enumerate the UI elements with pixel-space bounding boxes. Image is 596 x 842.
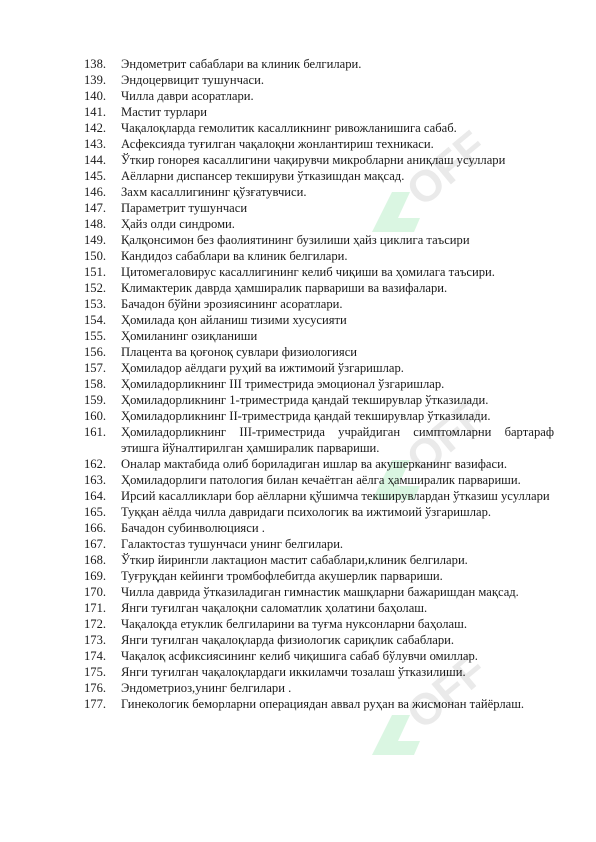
item-text: Эндометрит сабаблари ва клиник белгилари. — [121, 57, 362, 71]
item-number: 145. — [84, 169, 107, 183]
item-number: 140. — [84, 89, 107, 103]
item-number: 163. — [84, 473, 107, 487]
item-text: Галактостаз тушунчаси унинг белгилари. — [121, 537, 344, 551]
list-item — [84, 248, 554, 264]
question-list — [84, 56, 554, 712]
item-text: Бачадон субинволюцияси . — [121, 521, 265, 535]
list-item — [84, 408, 554, 424]
list-item — [84, 616, 554, 632]
item-number: 154. — [84, 313, 107, 327]
item-number: 156. — [84, 345, 107, 359]
list-item — [84, 72, 554, 88]
list-item — [84, 504, 554, 520]
item-number: 177. — [84, 697, 107, 711]
item-text: Эндоцервицит тушунчаси. — [121, 73, 264, 87]
list-item — [84, 328, 554, 344]
list-item — [84, 424, 554, 456]
item-number: 168. — [84, 553, 107, 567]
list-item — [84, 136, 554, 152]
list-item — [84, 488, 554, 504]
item-number: 148. — [84, 217, 107, 231]
item-text: Ҳомиладорликнинг 1-триместрида қандай текширувлар ўтказилади. — [121, 393, 489, 407]
item-text: Ҳомиладорликнинг III триместрида эмоционал ўзгаришлар. — [121, 377, 445, 391]
list-item — [84, 472, 554, 488]
list-item — [84, 520, 554, 536]
item-number: 152. — [84, 281, 107, 295]
item-text: Чақалоқда етуклик белгиларини ва туғма нуксонларни баҳолаш. — [121, 617, 467, 631]
item-number: 164. — [84, 489, 107, 503]
item-number: 158. — [84, 377, 107, 391]
list-item — [84, 392, 554, 408]
item-number: 139. — [84, 73, 107, 87]
item-text: Ўткир йирингли лактацион мастит сабаблари,клиник белгилари. — [121, 553, 468, 567]
item-text: Чақалоқ асфиксиясининг келиб чиқишига сабаб бўлувчи омиллар. — [121, 649, 478, 663]
item-text: Оналар мактабида олиб бориладиган ишлар ва акушерканинг вазифаси. — [121, 457, 507, 471]
item-number: 173. — [84, 633, 107, 647]
list-item — [84, 344, 554, 360]
item-text: Кандидоз сабаблари ва клиник белгилари. — [121, 249, 348, 263]
item-number: 149. — [84, 233, 107, 247]
list-item — [84, 264, 554, 280]
list-item — [84, 312, 554, 328]
list-item — [84, 376, 554, 392]
item-number: 172. — [84, 617, 107, 631]
item-text: Асфексияда туғилган чақалоқни жонлантириш техникаси. — [121, 137, 434, 151]
item-number: 170. — [84, 585, 107, 599]
item-number: 175. — [84, 665, 107, 679]
item-text: Цитомегаловирус касаллигининг келиб чиқиши ва ҳомилага таъсири. — [121, 265, 495, 279]
item-number: 157. — [84, 361, 107, 375]
item-number: 174. — [84, 649, 107, 663]
item-number: 151. — [84, 265, 107, 279]
list-item — [84, 280, 554, 296]
item-number: 142. — [84, 121, 107, 135]
item-number: 138. — [84, 57, 107, 71]
item-text: Туғруқдан кейинги тромбофлебитда акушерлик парвариши. — [121, 569, 443, 583]
list-item — [84, 456, 554, 472]
item-number: 176. — [84, 681, 107, 695]
item-text: Ҳомиладорликнинг II-триместрида қандай текширувлар ўтказилади. — [121, 409, 491, 423]
item-text: Туққан аёлда чилла давридаги психологик ва ижтимоий ўзгаришлар. — [121, 505, 492, 519]
list-item — [84, 552, 554, 568]
list-item — [84, 232, 554, 248]
watermark-text: OFF — [397, 121, 497, 216]
item-number: 147. — [84, 201, 107, 215]
item-text: Плацента ва қоғоноқ сувлари физиологияси — [121, 345, 358, 359]
item-number: 141. — [84, 105, 107, 119]
item-number: 165. — [84, 505, 107, 519]
list-item — [84, 216, 554, 232]
list-item — [84, 648, 554, 664]
item-text: Аёлларни диспансер текшируви ўтказишдан мақсад. — [121, 169, 405, 183]
item-text: Мастит турлари — [121, 105, 207, 119]
item-number: 155. — [84, 329, 107, 343]
item-number: 143. — [84, 137, 107, 151]
list-item — [84, 152, 554, 168]
item-number: 161. — [84, 425, 107, 439]
item-text: Климактерик даврда ҳамширалик парвариши ва вазифалари. — [121, 281, 448, 295]
list-item — [84, 536, 554, 552]
item-text: Янги туғилган чақалоқлардаги иккиламчи тозалаш ўтказилиши. — [121, 665, 466, 679]
item-text: Ирсий касалликлари бор аёлларни қўшимча текширувлардан ўтказиш усуллари — [121, 489, 550, 503]
item-text: Қалқонсимон без фаолиятининг бузилиши ҳайз циклига таъсири — [121, 233, 470, 247]
list-item — [84, 120, 554, 136]
list-item — [84, 680, 554, 696]
item-number: 160. — [84, 409, 107, 423]
item-text: Ҳайз олди синдроми. — [121, 217, 235, 231]
list-item — [84, 600, 554, 616]
item-text: Чақалоқларда гемолитик касалликнинг ривожланишига сабаб. — [121, 121, 457, 135]
item-text: Ҳомиланинг озиқланиши — [121, 329, 258, 343]
list-item — [84, 184, 554, 200]
item-text: Бачадон бўйни эрозиясининг асоратлари. — [121, 297, 343, 311]
list-item — [84, 664, 554, 680]
item-text: Янги туғилган чақалоқларда физиологик сариқлик сабаблари. — [121, 633, 455, 647]
item-number: 159. — [84, 393, 107, 407]
item-number: 153. — [84, 297, 107, 311]
list-item — [84, 88, 554, 104]
item-text: Гинекологик беморларни операциядан аввал руҳан ва жисмонан тайёрлаш. — [121, 697, 525, 711]
item-number: 167. — [84, 537, 107, 551]
item-number: 146. — [84, 185, 107, 199]
list-item — [84, 696, 554, 712]
item-number: 150. — [84, 249, 107, 263]
list-item — [84, 104, 554, 120]
item-text: Ҳомиладорлиги патология билан кечаётган аёлга ҳамширалик парвариши. — [121, 473, 521, 487]
item-text: Ҳомиладорликнинг III-триместрида учрайдиган симптомларни бартараф этишга йўналтирилган ҳамширалик парвариши. — [121, 425, 554, 455]
list-item — [84, 632, 554, 648]
item-text: Ўткир гонорея касаллигини чақирувчи микробларни аниқлаш усуллари — [121, 153, 506, 167]
list-item — [84, 568, 554, 584]
watermark-text: OFF — [397, 389, 497, 484]
list-item — [84, 296, 554, 312]
list-item — [84, 584, 554, 600]
list-item — [84, 360, 554, 376]
item-number: 144. — [84, 153, 107, 167]
item-number: 166. — [84, 521, 107, 535]
item-text: Эндометриоз,унинг белгилари . — [121, 681, 292, 695]
list-item — [84, 200, 554, 216]
item-text: Захм касаллигининг қўзғатувчиси. — [121, 185, 307, 199]
item-text: Чилла даврида ўтказиладиган гимнастик машқларни бажаришдан мақсад. — [121, 585, 519, 599]
item-number: 169. — [84, 569, 107, 583]
list-item — [84, 168, 554, 184]
item-text: Чилла даври асоратлари. — [121, 89, 254, 103]
item-text: Параметрит тушунчаси — [121, 201, 248, 215]
item-number: 162. — [84, 457, 107, 471]
item-text: Ҳомилада қон айланиш тизими хусусияти — [121, 313, 347, 327]
item-number: 171. — [84, 601, 107, 615]
watermark-text: OFF — [397, 644, 497, 739]
item-text: Янги туғилган чақалоқни саломатлик ҳолатини баҳолаш. — [121, 601, 428, 615]
list-item — [84, 56, 554, 72]
item-text: Ҳомиладор аёлдаги руҳий ва ижтимоий ўзгаришлар. — [121, 361, 404, 375]
